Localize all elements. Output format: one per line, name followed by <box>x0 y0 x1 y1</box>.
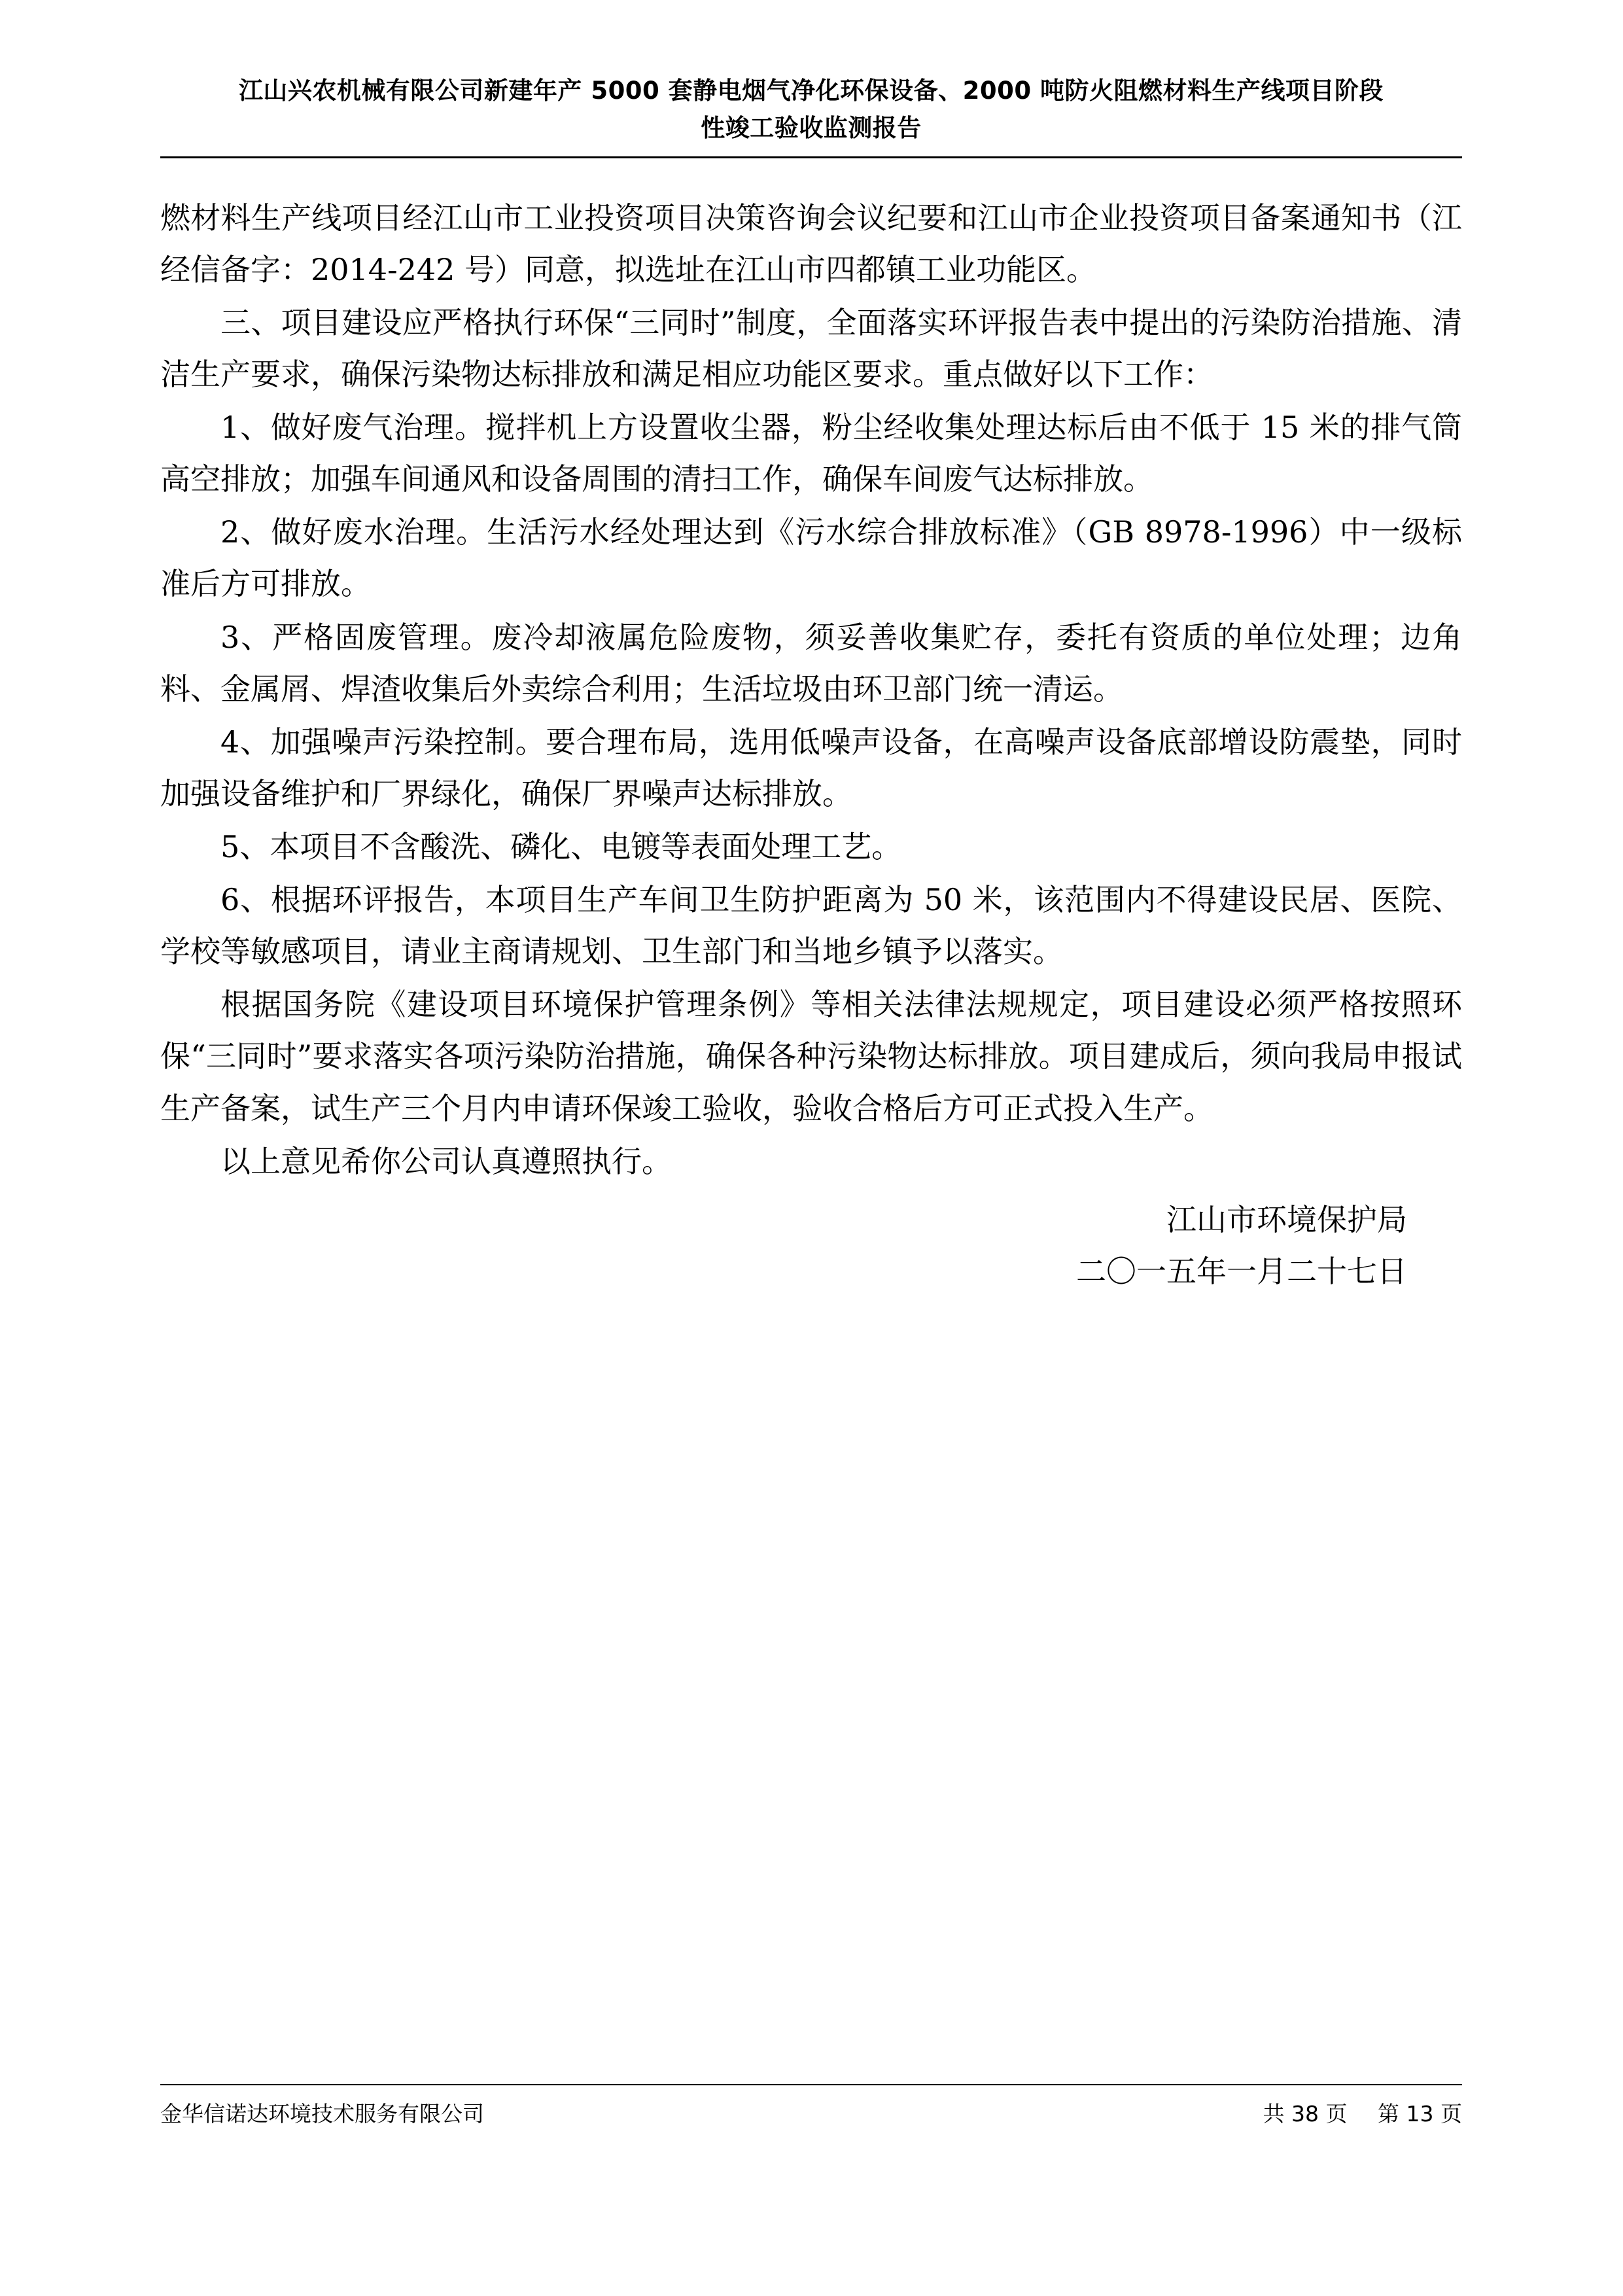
page-content <box>160 72 1462 1298</box>
paragraph-solid-waste: 3、严格固废管理。废冷却液属危险废物，须妥善收集贮存，委托有资质的单位处理；边角料、金属屑、焊渣收集后外卖综合利用；生活垃圾由环卫部门统一清运。 <box>160 619 1462 707</box>
signature-block <box>160 1194 1462 1298</box>
signature-date: 二〇一五年一月二十七日 <box>1076 1253 1407 1289</box>
paragraph-closing: 以上意见希你公司认真遵照执行。 <box>220 1143 672 1179</box>
paragraph-noise-control: 4、加强噪声污染控制。要合理布局，选用低噪声设备，在高噪声设备底部增设防震垫，同时加强设备维护和厂界绿化，确保厂界噪声达标排放。 <box>160 724 1462 811</box>
signature-organization: 江山市环境保护局 <box>1166 1201 1407 1237</box>
footer-divider <box>160 2084 1462 2085</box>
paragraph-waste-gas: 1、做好废气治理。搅拌机上方设置收尘器，粉尘经收集处理达标后由不低于 15 米的排气筒高空排放；加强车间通风和设备周围的清扫工作，确保车间废气达标排放。 <box>160 410 1462 497</box>
paragraph-surface-treatment: 5、本项目不含酸洗、磷化、电镀等表面处理工艺。 <box>220 829 902 864</box>
footer-total-pages: 共 38 页 <box>1263 2101 1348 2127</box>
document-body <box>160 192 1462 1298</box>
paragraph-continuation: 燃材料生产线项目经江山市工业投资项目决策咨询会议纪要和江山市企业投资项目备案通知书（江经信备字：2014-242 号）同意，拟选址在江山市四都镇工业功能区。 <box>160 200 1462 287</box>
paragraph-protection-distance: 6、根据环评报告，本项目生产车间卫生防护距离为 50 米，该范围内不得建设民居、医院、学校等敏感项目，请业主商请规划、卫生部门和当地乡镇予以落实。 <box>160 882 1462 970</box>
footer-row <box>160 2097 1462 2128</box>
paragraph-waste-water: 2、做好废水治理。生活污水经处理达到《污水综合排放标准》（GB 8978-1996）中一级标准后方可排放。 <box>160 514 1462 602</box>
header-title-line-1: 江山兴农机械有限公司新建年产 5000 套静电烟气净化环保设备、2000 吨防火阻燃材料生产线项目阶段 <box>238 77 1384 105</box>
page-header <box>160 72 1462 158</box>
paragraph-regulations: 根据国务院《建设项目环境保护管理条例》等相关法律法规规定，项目建设必须严格按照环保“三同时”要求落实各项污染防治措施，确保各种污染物达标排放。项目建成后，须向我局申报试生产备案，试生产三个月内申请环保竣工验收，验收合格后方可正式投入生产。 <box>160 987 1462 1126</box>
header-title-line-2: 性竣工验收监测报告 <box>701 114 922 143</box>
header-divider <box>160 156 1462 158</box>
footer-page-number: 第 13 页 <box>1378 2101 1462 2127</box>
paragraph-item-three: 三、项目建设应严格执行环保“三同时”制度，全面落实环评报告表中提出的污染防治措施、清洁生产要求，确保污染物达标排放和满足相应功能区要求。重点做好以下工作： <box>160 304 1462 393</box>
footer-pagination <box>1240 2097 1462 2128</box>
footer-company-name: 金华信诺达环境技术服务有限公司 <box>160 2101 484 2127</box>
page-footer <box>160 2084 1462 2128</box>
